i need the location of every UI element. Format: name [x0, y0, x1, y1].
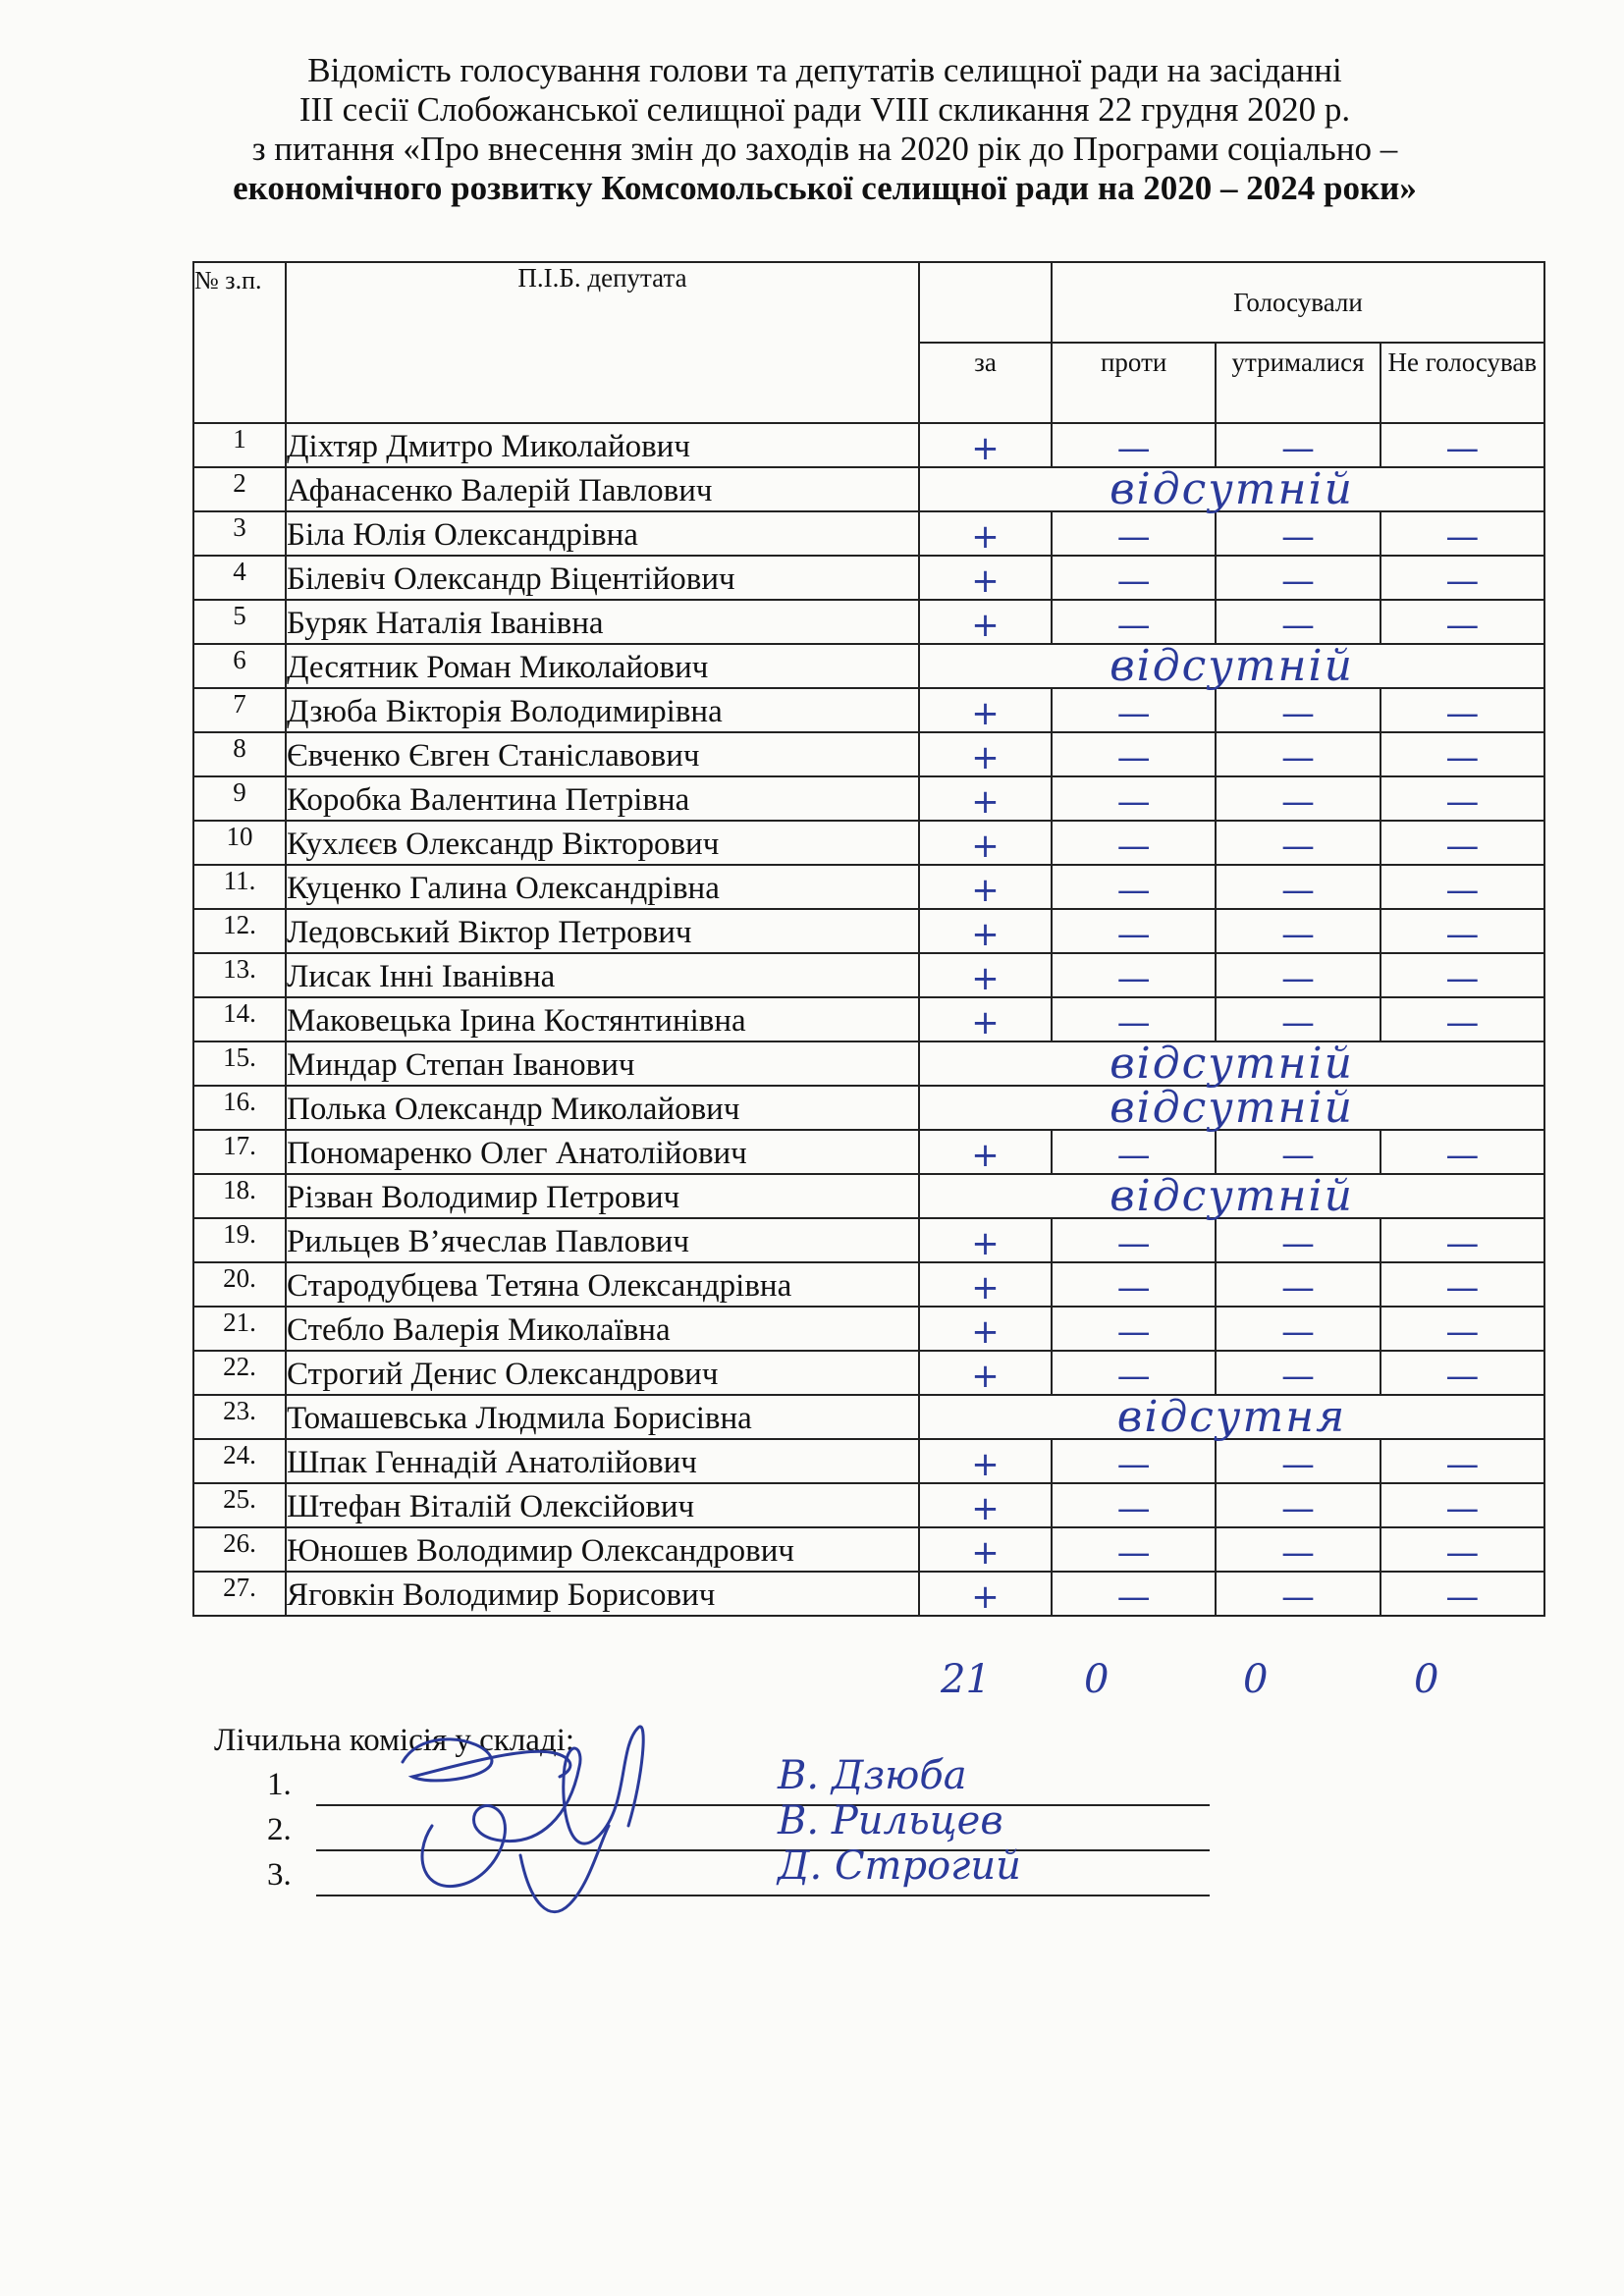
deputy-name: Афанасенко Валерій Павлович: [286, 467, 919, 511]
table-row: [193, 467, 1544, 511]
table-row: [193, 909, 1544, 953]
deputy-name: Білевіч Олександр Віцентійович: [286, 556, 919, 600]
table-row: [193, 1483, 1544, 1527]
vote-proty: —: [1052, 953, 1216, 997]
vote-za: +: [919, 1218, 1052, 1262]
vote-proty: —: [1052, 865, 1216, 909]
table-row: [193, 1041, 1544, 1086]
table-row: [193, 1174, 1544, 1218]
vote-proty: —: [1052, 997, 1216, 1041]
vote-za: +: [919, 732, 1052, 776]
vote-utrymalys: —: [1216, 1262, 1380, 1307]
table-row: [193, 1307, 1544, 1351]
vote-ne-holosuvav: —: [1380, 1262, 1544, 1307]
table-row: [193, 1218, 1544, 1262]
row-number: 8: [193, 732, 286, 776]
vote-utrymalys: —: [1216, 821, 1380, 865]
col-header-blank: [919, 262, 1052, 343]
row-number: 11.: [193, 865, 286, 909]
absent-note: відсутній: [919, 467, 1544, 511]
vote-utrymalys: —: [1216, 1218, 1380, 1262]
vote-utrymalys: —: [1216, 423, 1380, 467]
deputy-name: Стебло Валерія Миколаївна: [286, 1307, 919, 1351]
row-number: 25.: [193, 1483, 286, 1527]
vote-za: +: [919, 865, 1052, 909]
table-row: [193, 1351, 1544, 1395]
vote-ne-holosuvav: —: [1380, 511, 1544, 556]
vote-za: +: [919, 556, 1052, 600]
table-row: [193, 688, 1544, 732]
commission-member-name: В. Рильцев: [778, 1798, 1003, 1843]
vote-proty: —: [1052, 423, 1216, 467]
vote-ne-holosuvav: —: [1380, 1572, 1544, 1616]
table-row: [193, 821, 1544, 865]
row-number: 22.: [193, 1351, 286, 1395]
row-number: 18.: [193, 1174, 286, 1218]
commission-member-number: 3.: [267, 1857, 292, 1893]
vote-proty: —: [1052, 556, 1216, 600]
row-number: 6: [193, 644, 286, 688]
vote-rows: [193, 423, 1544, 1616]
row-number: 9: [193, 776, 286, 821]
header-line-1: Відомість голосування голови та депутатів селищної ради на засіданні: [307, 51, 1342, 89]
vote-za: +: [919, 1351, 1052, 1395]
deputy-name: Миндар Степан Іванович: [286, 1041, 919, 1086]
row-number: 2: [193, 467, 286, 511]
vote-za: +: [919, 1483, 1052, 1527]
table-row: [193, 1130, 1544, 1174]
vote-utrymalys: —: [1216, 1351, 1380, 1395]
table-row: [193, 556, 1544, 600]
row-number: 12.: [193, 909, 286, 953]
vote-proty: —: [1052, 688, 1216, 732]
vote-ne-holosuvav: —: [1380, 1218, 1544, 1262]
absent-note: відсутній: [919, 644, 1544, 688]
header-line-3: з питання «Про внесення змін до заходів на 2020 рік до Програми соціально –: [251, 130, 1398, 168]
deputy-name: Дзюба Вікторія Володимирівна: [286, 688, 919, 732]
vote-proty: —: [1052, 909, 1216, 953]
table-row: [193, 732, 1544, 776]
row-number: 1: [193, 423, 286, 467]
vote-za: +: [919, 1130, 1052, 1174]
deputy-name: Євченко Євген Станіславович: [286, 732, 919, 776]
vote-ne-holosuvav: —: [1380, 865, 1544, 909]
row-number: 23.: [193, 1395, 286, 1439]
total-za: 21: [941, 1657, 991, 1702]
deputy-name: Штефан Віталій Олексійович: [286, 1483, 919, 1527]
absent-note: відсутній: [919, 1174, 1544, 1218]
deputy-name: Лисак Інні Іванівна: [286, 953, 919, 997]
total-utrymalys: 0: [1243, 1657, 1269, 1702]
vote-proty: —: [1052, 1572, 1216, 1616]
deputy-name: Томашевська Людмила Борисівна: [286, 1395, 919, 1439]
table-row: [193, 1527, 1544, 1572]
deputy-name: Різван Володимир Петрович: [286, 1174, 919, 1218]
col-header-name: П.І.Б. депутата: [286, 262, 919, 423]
signature-stroke: [403, 1739, 570, 1781]
vote-za: +: [919, 1262, 1052, 1307]
vote-za: +: [919, 600, 1052, 644]
vote-utrymalys: —: [1216, 1527, 1380, 1572]
col-header-voted: Голосували: [1052, 262, 1544, 343]
vote-za: +: [919, 909, 1052, 953]
vote-utrymalys: —: [1216, 776, 1380, 821]
deputy-name: Стародубцева Тетяна Олександрівна: [286, 1262, 919, 1307]
vote-za: +: [919, 821, 1052, 865]
vote-za: +: [919, 511, 1052, 556]
vote-ne-holosuvav: —: [1380, 1527, 1544, 1572]
vote-za: +: [919, 423, 1052, 467]
deputy-name: Десятник Роман Миколайович: [286, 644, 919, 688]
vote-ne-holosuvav: —: [1380, 1307, 1544, 1351]
absent-note: відсутній: [919, 1086, 1544, 1130]
vote-ne-holosuvav: —: [1380, 821, 1544, 865]
deputy-name: Коробка Валентина Петрівна: [286, 776, 919, 821]
voting-table: [192, 261, 1545, 1617]
vote-za: +: [919, 953, 1052, 997]
vote-proty: —: [1052, 1307, 1216, 1351]
deputy-name: Куценко Галина Олександрівна: [286, 865, 919, 909]
table-row: [193, 997, 1544, 1041]
vote-ne-holosuvav: —: [1380, 688, 1544, 732]
vote-proty: —: [1052, 1262, 1216, 1307]
total-ne-holosuvav: 0: [1414, 1657, 1439, 1702]
table-row: [193, 865, 1544, 909]
deputy-name: Ледовський Віктор Петрович: [286, 909, 919, 953]
vote-za: +: [919, 776, 1052, 821]
deputy-name: Кухлєєв Олександр Вікторович: [286, 821, 919, 865]
vote-ne-holosuvav: —: [1380, 1439, 1544, 1483]
row-number: 20.: [193, 1262, 286, 1307]
row-number: 14.: [193, 997, 286, 1041]
table-row: [193, 1572, 1544, 1616]
vote-proty: —: [1052, 776, 1216, 821]
vote-proty: —: [1052, 1483, 1216, 1527]
table-row: [193, 423, 1544, 467]
deputy-name: Полька Олександр Миколайович: [286, 1086, 919, 1130]
header-line-4: економічного розвитку Комсомольської селищної ради на 2020 – 2024 роки»: [233, 169, 1417, 207]
vote-ne-holosuvav: —: [1380, 556, 1544, 600]
vote-proty: —: [1052, 821, 1216, 865]
row-number: 27.: [193, 1572, 286, 1616]
vote-totals: [0, 1657, 1624, 1706]
total-proty: 0: [1084, 1657, 1110, 1702]
vote-proty: —: [1052, 1218, 1216, 1262]
row-number: 5: [193, 600, 286, 644]
document-header: [137, 51, 1512, 208]
vote-ne-holosuvav: —: [1380, 1130, 1544, 1174]
deputy-name: Юношев Володимир Олександрович: [286, 1527, 919, 1572]
vote-proty: —: [1052, 1351, 1216, 1395]
vote-ne-holosuvav: —: [1380, 423, 1544, 467]
vote-ne-holosuvav: —: [1380, 953, 1544, 997]
row-number: 19.: [193, 1218, 286, 1262]
table-row: [193, 644, 1544, 688]
row-number: 24.: [193, 1439, 286, 1483]
commission-member-name: В. Дзюба: [778, 1753, 967, 1798]
commission-member-number: 2.: [267, 1812, 292, 1847]
vote-utrymalys: —: [1216, 909, 1380, 953]
header-line-2: ІІІ сесії Слобожанської селищної ради VІІІ скликання 22 грудня 2020 р.: [298, 90, 1351, 129]
row-number: 13.: [193, 953, 286, 997]
table-row: [193, 600, 1544, 644]
vote-proty: —: [1052, 732, 1216, 776]
table-row: [193, 511, 1544, 556]
vote-za: +: [919, 1572, 1052, 1616]
vote-utrymalys: —: [1216, 511, 1380, 556]
deputy-name: Шпак Геннадій Анатолійович: [286, 1439, 919, 1483]
vote-za: +: [919, 1439, 1052, 1483]
vote-utrymalys: —: [1216, 865, 1380, 909]
vote-za: +: [919, 688, 1052, 732]
row-number: 10: [193, 821, 286, 865]
vote-utrymalys: —: [1216, 1130, 1380, 1174]
vote-utrymalys: —: [1216, 997, 1380, 1041]
vote-ne-holosuvav: —: [1380, 1483, 1544, 1527]
commission-member-number: 1.: [267, 1767, 292, 1802]
vote-utrymalys: —: [1216, 556, 1380, 600]
deputy-name: Діхтяр Дмитро Миколайович: [286, 423, 919, 467]
row-number: 21.: [193, 1307, 286, 1351]
row-number: 26.: [193, 1527, 286, 1572]
vote-ne-holosuvav: —: [1380, 1351, 1544, 1395]
vote-ne-holosuvav: —: [1380, 776, 1544, 821]
absent-note: відсутня: [919, 1395, 1544, 1439]
vote-za: +: [919, 997, 1052, 1041]
table-row: [193, 1439, 1544, 1483]
vote-proty: —: [1052, 600, 1216, 644]
row-number: 4: [193, 556, 286, 600]
vote-ne-holosuvav: —: [1380, 600, 1544, 644]
row-number: 7: [193, 688, 286, 732]
deputy-name: Строгий Денис Олександрович: [286, 1351, 919, 1395]
vote-utrymalys: —: [1216, 953, 1380, 997]
deputy-name: Біла Юлія Олександрівна: [286, 511, 919, 556]
table-row: [193, 1262, 1544, 1307]
vote-za: +: [919, 1307, 1052, 1351]
deputy-name: Маковецька Ірина Костянтинівна: [286, 997, 919, 1041]
row-number: 17.: [193, 1130, 286, 1174]
vote-utrymalys: —: [1216, 1439, 1380, 1483]
table-row: [193, 953, 1544, 997]
commission-member-name: Д. Строгий: [778, 1843, 1021, 1889]
vote-za: +: [919, 1527, 1052, 1572]
deputy-name: Рильцев В’ячеслав Павлович: [286, 1218, 919, 1262]
vote-proty: —: [1052, 1130, 1216, 1174]
row-number: 16.: [193, 1086, 286, 1130]
absent-note: відсутній: [919, 1041, 1544, 1086]
col-header-za: за: [919, 343, 1052, 423]
vote-utrymalys: —: [1216, 1483, 1380, 1527]
table-row: [193, 776, 1544, 821]
col-header-proty: проти: [1052, 343, 1216, 423]
vote-utrymalys: —: [1216, 1307, 1380, 1351]
row-number: 3: [193, 511, 286, 556]
vote-utrymalys: —: [1216, 688, 1380, 732]
deputy-name: Яговкін Володимир Борисович: [286, 1572, 919, 1616]
col-header-number: № з.п.: [193, 262, 286, 423]
col-header-utrymalys: утрималися: [1216, 343, 1380, 423]
vote-ne-holosuvav: —: [1380, 997, 1544, 1041]
col-header-ne-holosuvav: Не голосував: [1380, 343, 1544, 423]
vote-proty: —: [1052, 1439, 1216, 1483]
deputy-name: Буряк Наталія Іванівна: [286, 600, 919, 644]
table-row: [193, 1395, 1544, 1439]
vote-ne-holosuvav: —: [1380, 732, 1544, 776]
vote-proty: —: [1052, 511, 1216, 556]
vote-utrymalys: —: [1216, 1572, 1380, 1616]
commission-label: Лічильна комісія у складі:: [214, 1723, 575, 1758]
vote-proty: —: [1052, 1527, 1216, 1572]
row-number: 15.: [193, 1041, 286, 1086]
vote-utrymalys: —: [1216, 732, 1380, 776]
vote-ne-holosuvav: —: [1380, 909, 1544, 953]
deputy-name: Пономаренко Олег Анатолійович: [286, 1130, 919, 1174]
vote-utrymalys: —: [1216, 600, 1380, 644]
handwritten-signatures: [373, 1708, 785, 1934]
table-row: [193, 1086, 1544, 1130]
